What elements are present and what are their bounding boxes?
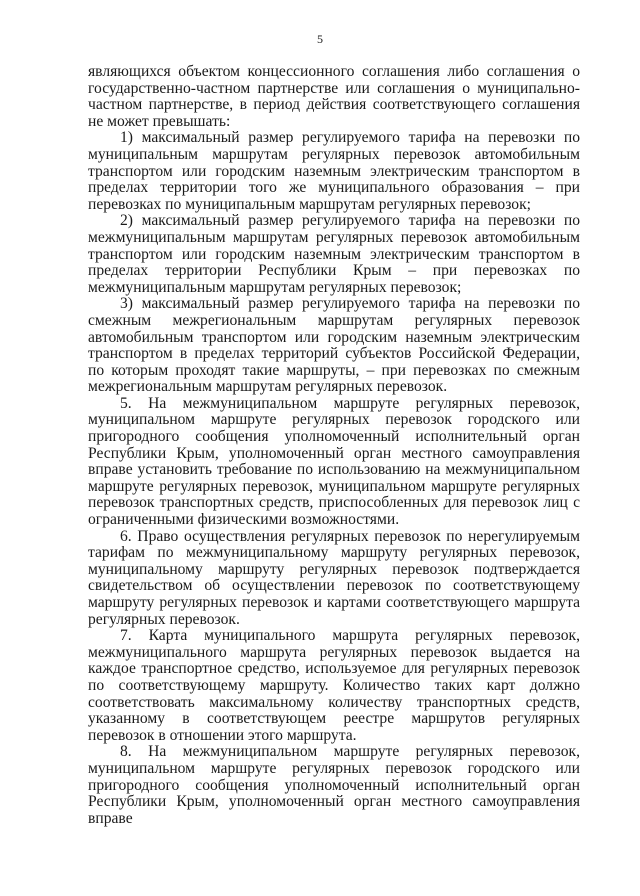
document-body — [88, 64, 580, 827]
paragraph-item-1: 1) максимальный размер регулируемого тарифа на перевозки по муниципальным маршрутам регулярных перевозок автомобильным транспортом или городским наземным электрическим транспортом в пределах территории того же муниципального образования – при перевозках по муниципальным маршрутам регулярных перевозок; — [88, 129, 580, 213]
paragraph-section-7: 7. Карта муниципального маршрута регулярных перевозок, межмуниципального маршрута регулярных перевозок выдается на каждое транспортное средство, используемое для регулярных перевозок по соответствующему маршруту. Количество таких карт должно соответствовать максимальному количеству транспортных средств, указанному в соответствующем реестре маршрутов регулярных перевозок в отношении этого маршрута. — [88, 627, 580, 744]
paragraph-continuation: являющихся объектом концессионного соглашения либо соглашения о государственно-частном партнерстве или соглашения о муниципально-частном партнерстве, в период действия соответствующего соглашения не может превышать: — [88, 63, 580, 130]
paragraph-item-3: 3) максимальный размер регулируемого тарифа на перевозки по смежным межрегиональным маршрутам регулярных перевозок автомобильным транспортом или городским наземным электрическим транспортом в пределах территорий субъектов Российской Федерации, по которым проходят такие маршруты, – при перевозках по смежным межрегиональным маршрутам регулярных перевозок. — [88, 295, 580, 396]
paragraph-section-5: 5. На межмуниципальном маршруте регулярных перевозок, муниципальном маршруте регулярных перевозок городского или пригородного сообщения уполномоченный исполнительный орган Республики Крым, уполномоченный орган местного самоуправления вправе установить требование по использованию на межмуниципальном маршруте регулярных перевозок, муниципальном маршруте регулярных перевозок транспортных средств, приспособленных для перевозок лиц с ограниченными физическими возможностями. — [88, 394, 580, 529]
paragraph-section-8: 8. На межмуниципальном маршруте регулярных перевозок, муниципальном маршруте регулярных перевозок городского или пригородного сообщения уполномоченный исполнительный орган Республики Крым, уполномоченный орган местного самоуправления вправе — [88, 743, 580, 827]
paragraph-section-6: 6. Право осуществления регулярных перевозок по нерегулируемым тарифам по межмуниципальному маршруту регулярных перевозок, муниципальному маршруту регулярных перевозок подтверждается свидетельством об осуществлении перевозок по соответствующему маршруту регулярных перевозок и картами соответствующего маршрута регулярных перевозок. — [88, 527, 580, 628]
paragraph-item-2: 2) максимальный размер регулируемого тарифа на перевозки по межмуниципальным маршрутам регулярных перевозок автомобильным транспортом или городским наземным электрическим транспортом в пределах территории Республики Крым – при перевозках по межмуниципальным маршрутам регулярных перевозок; — [88, 212, 580, 296]
page-number: 5 — [317, 32, 323, 46]
